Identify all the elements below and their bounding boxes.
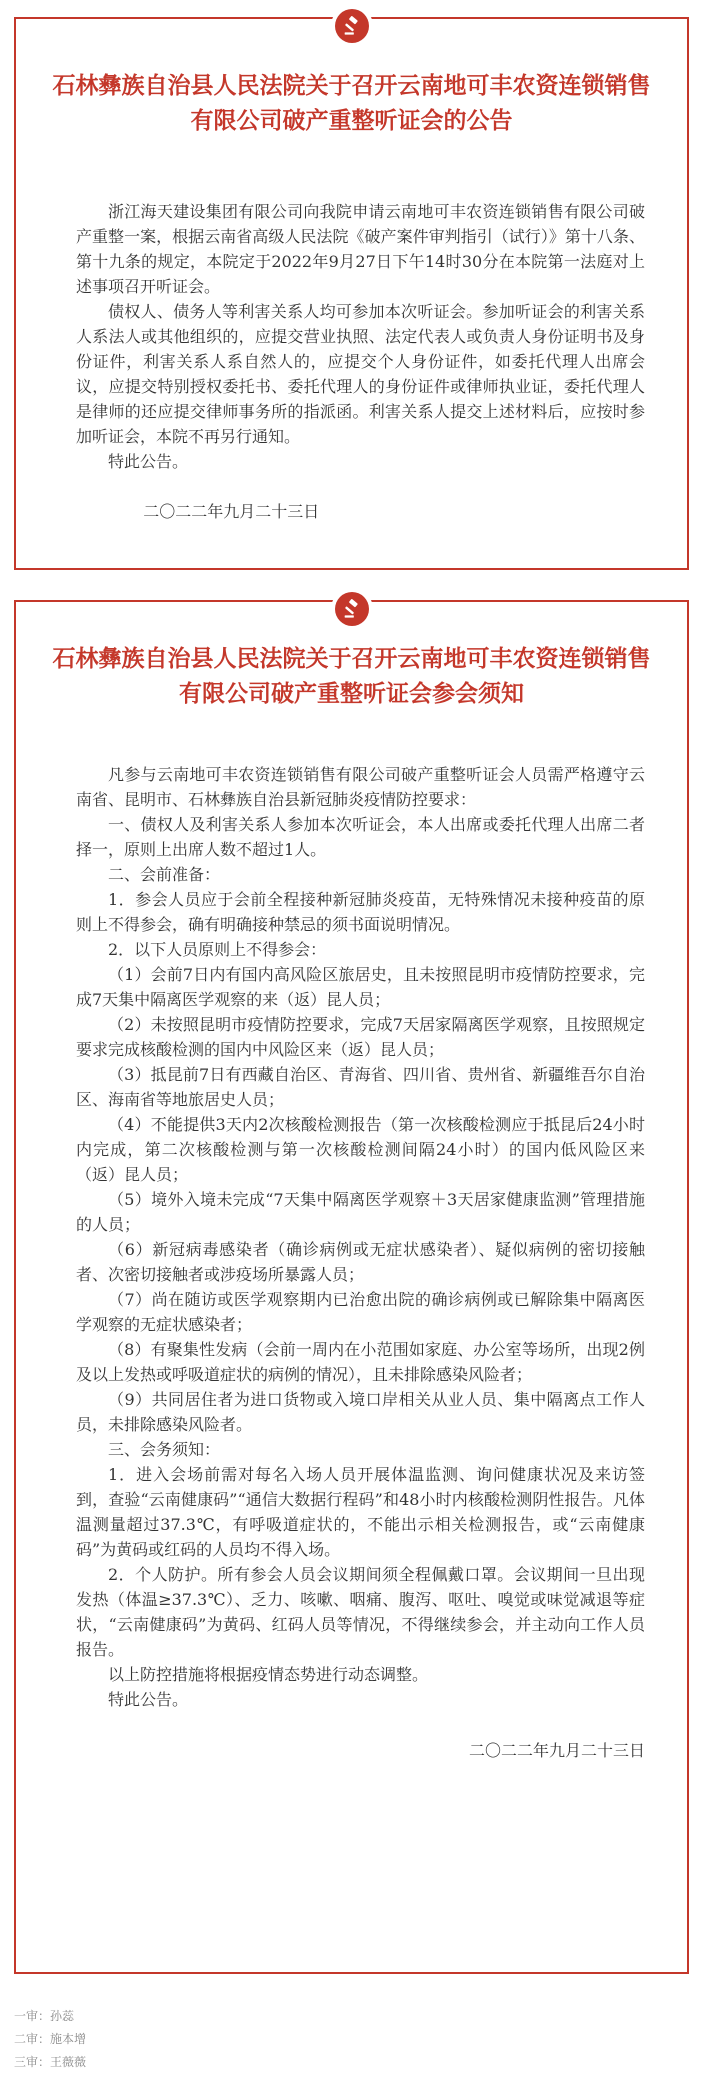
- emblem-badge: [331, 5, 373, 47]
- paragraph: 三、会务须知：: [108, 1440, 221, 1459]
- review-credits: [14, 2005, 86, 2074]
- instructions-title: 石林彝族自治县人民法院关于召开云南地可丰农资连锁销售有限公司破产重整听证会参会须知: [52, 646, 651, 707]
- paragraph: （6）新冠病毒感染者（确诊病例或无症状感染者）、疑似病例的密切接触者、次密切接触者或涉疫场所暴露人员；: [76, 1240, 645, 1284]
- paragraph: （2）未按照昆明市疫情防控要求，完成7天居家隔离医学观察，且按照规定要求完成核酸检测的国内中风险区来（返）昆人员；: [76, 1015, 645, 1059]
- paragraph: 1．进入会场前需对每名入场人员开展体温监测、询问健康状况及来访签到，查验“云南健康码”“通信大数据行程码”和48小时内核酸检测阴性报告。凡体温测量超过37.3℃，有呼吸道症状的，不能出示相关检测报告，或“云南健康码”为黄码或红码的人员均不得入场。: [76, 1465, 645, 1559]
- review-line-1: 一审：孙蕊: [14, 2009, 75, 2023]
- paragraph: （3）抵昆前7日有西藏自治区、青海省、四川省、贵州省、新疆维吾尔自治区、海南省等地旅居史人员；: [76, 1065, 645, 1109]
- review-line-2: 二审：施本增: [14, 2032, 87, 2046]
- paragraph: 特此公告。: [108, 1690, 189, 1709]
- announcement-title: 石林彝族自治县人民法院关于召开云南地可丰农资连锁销售有限公司破产重整听证会的公告: [52, 73, 651, 134]
- announcement-body: [16, 199, 687, 524]
- paragraph: （5）境外入境未完成“7天集中隔离医学观察＋3天居家健康监测”管理措施的人员；: [76, 1190, 645, 1234]
- paragraph: 一、债权人及利害关系人参加本次听证会，本人出席或委托代理人出席二者择一，原则上出席人数不超过1人。: [76, 815, 645, 859]
- paragraph: 2．以下人员原则上不得参会：: [108, 940, 327, 959]
- announcement-card: [14, 17, 689, 570]
- paragraph: 以上防控措施将根据疫情态势进行动态调整。: [108, 1665, 429, 1684]
- review-line-3: 三审：王薇薇: [14, 2055, 87, 2069]
- gavel-icon: [341, 15, 363, 37]
- paragraph: （9）共同居住者为进口货物或入境口岸相关从业人员、集中隔离点工作人员，未排除感染风险者。: [76, 1390, 645, 1434]
- paragraph: 二、会前准备：: [108, 865, 221, 884]
- announcement-date: 二〇二二年九月二十三日: [143, 502, 320, 521]
- paragraph: （4）不能提供3天内2次核酸检测报告（第一次核酸检测应于抵昆后24小时内完成，第二次核酸检测与第一次核酸检测间隔24小时）的国内低风险区来（返）昆人员；: [76, 1115, 645, 1184]
- paragraph: （7）尚在随访或医学观察期内已治愈出院的确诊病例或已解除集中隔离医学观察的无症状感染者；: [76, 1290, 645, 1334]
- paragraph: 2．个人防护。所有参会人员会议期间须全程佩戴口罩。会议期间一旦出现发热（体温≥37.3℃）、乏力、咳嗽、咽痛、腹泻、呕吐、嗅觉或味觉减退等症状，“云南健康码”为黄码、红码人员等情况，不得继续参会，并主动向工作人员报告。: [76, 1565, 645, 1659]
- paragraph: 债权人、债务人等利害关系人均可参加本次听证会。参加听证会的利害关系人系法人或其他组织的，应提交营业执照、法定代表人或负责人身份证明书及身份证件，利害关系人系自然人的，应提交个人身份证件，如委托代理人出席会议，应提交特别授权委托书、委托代理人的身份证件或律师执业证，委托代理人是律师的还应提交律师事务所的指派函。利害关系人提交上述材料后，应按时参加听证会，本院不再另行通知。: [76, 302, 645, 446]
- emblem-badge: [331, 588, 373, 630]
- paragraph: （8）有聚集性发病（会前一周内在小范围如家庭、办公室等场所，出现2例及以上发热或呼吸道症状的病例的情况），且未排除感染风险者；: [76, 1340, 645, 1384]
- paragraph: 浙江海天建设集团有限公司向我院申请云南地可丰农资连锁销售有限公司破产重整一案，根据云南省高级人民法院《破产案件审判指引（试行）》第十八条、第十九条的规定，本院定于2022年9月27日下午14时30分在本院第一法庭对上述事项召开听证会。: [76, 202, 645, 296]
- paragraph: （1）会前7日内有国内高风险区旅居史，且未按照昆明市疫情防控要求，完成7天集中隔离医学观察的来（返）昆人员；: [76, 965, 645, 1009]
- paragraph: 特此公告。: [108, 452, 189, 471]
- gavel-icon: [341, 598, 363, 620]
- paragraph: 凡参与云南地可丰农资连锁销售有限公司破产重整听证会人员需严格遵守云南省、昆明市、石林彝族自治县新冠肺炎疫情防控要求：: [76, 765, 645, 809]
- instructions-body: [16, 762, 687, 1763]
- instructions-card: [14, 600, 689, 1974]
- paragraph: 1．参会人员应于会前全程接种新冠肺炎疫苗，无特殊情况未接种疫苗的原则上不得参会，确有明确接种禁忌的须书面说明情况。: [76, 890, 645, 934]
- instructions-date: 二〇二二年九月二十三日: [468, 1741, 645, 1760]
